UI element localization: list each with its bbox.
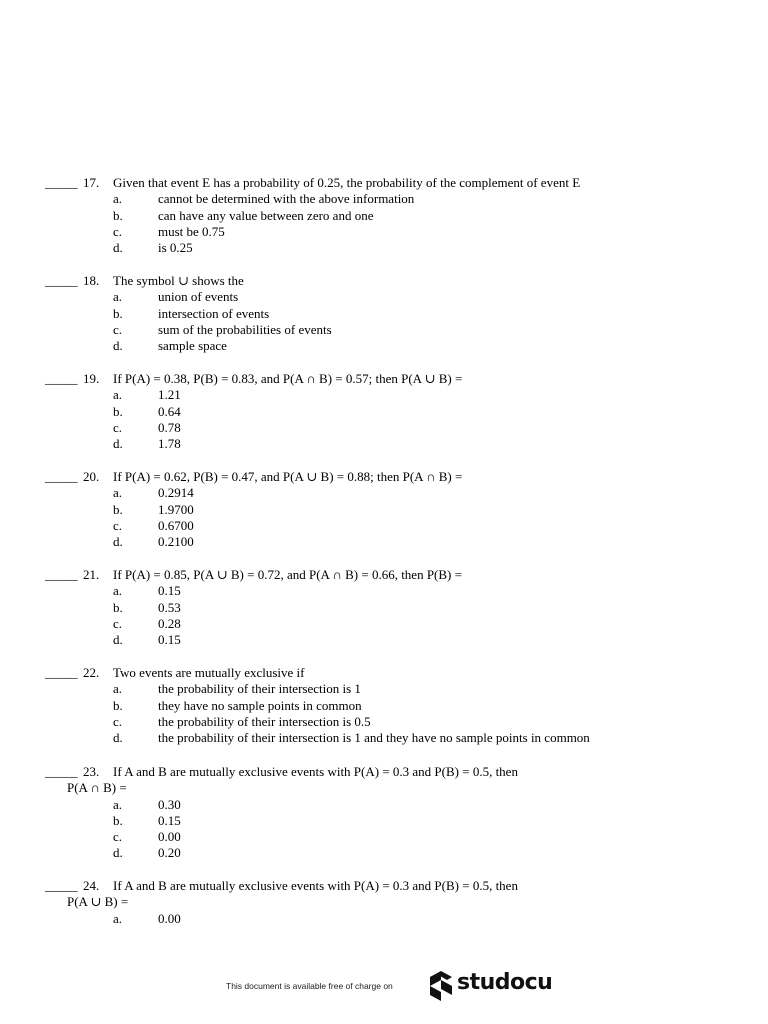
option-letter: b. — [113, 305, 123, 321]
answer-blank: _____ — [45, 273, 78, 288]
option-text: the probability of their intersection is 0.5 — [158, 713, 371, 729]
question-line — [45, 175, 745, 191]
question-number: 24. — [83, 878, 100, 893]
option-letter: c. — [113, 321, 123, 337]
option-text: 0.00 — [158, 829, 181, 845]
answer-option — [45, 797, 745, 813]
option-letter: c. — [113, 223, 123, 239]
question-stem: If P(A) = 0.85, P(A ∪ B) = 0.72, and P(A ∩ B) = 0.66, then P(B) = — [113, 567, 462, 582]
option-letter: c. — [113, 829, 123, 845]
option-text: 0.2914 — [158, 485, 194, 501]
option-text: 0.28 — [158, 615, 181, 631]
option-letter: d. — [113, 240, 123, 256]
option-text: 0.6700 — [158, 517, 194, 533]
option-letter: a. — [113, 191, 123, 207]
answer-option — [45, 600, 745, 616]
option-text: 0.15 — [158, 812, 181, 828]
option-text: cannot be determined with the above information — [158, 191, 415, 207]
option-letter: b. — [113, 697, 123, 713]
option-text: union of events — [158, 289, 239, 305]
option-text: 1.9700 — [158, 501, 194, 517]
question-number: 20. — [83, 469, 100, 484]
answer-option — [45, 698, 745, 714]
question-6 — [45, 764, 745, 862]
option-text: 0.15 — [158, 583, 181, 599]
option-text: the probability of their intersection is 1 and they have no sample points in common — [158, 730, 590, 746]
question-line — [45, 469, 745, 485]
question-line — [45, 665, 745, 681]
question-stem: If A and B are mutually exclusive events with P(A) = 0.3 and P(B) = 0.5, then — [113, 878, 518, 893]
question-stem: Two events are mutually exclusive if — [113, 665, 305, 680]
answer-option — [45, 289, 745, 305]
option-letter: a. — [113, 289, 123, 305]
option-letter: b. — [113, 812, 123, 828]
option-text: they have no sample points in common — [158, 697, 362, 713]
option-letter: d. — [113, 436, 123, 452]
answer-blank: _____ — [45, 878, 78, 893]
option-text: 0.53 — [158, 599, 181, 615]
answer-option — [45, 911, 745, 927]
question-stem-continuation: P(A ∩ B) = — [67, 780, 127, 796]
answer-blank: _____ — [45, 175, 78, 190]
option-text: sample space — [158, 338, 227, 354]
answer-blank: _____ — [45, 567, 78, 582]
answer-option — [45, 485, 745, 501]
option-text: 1.78 — [158, 436, 181, 452]
question-stem: If A and B are mutually exclusive events with P(A) = 0.3 and P(B) = 0.5, then — [113, 764, 518, 779]
answer-option — [45, 436, 745, 452]
option-letter: d. — [113, 845, 123, 861]
option-text: 0.2100 — [158, 534, 194, 550]
option-text: 0.15 — [158, 632, 181, 648]
question-stem: Given that event E has a probability of 0.25, the probability of the complement of event E — [113, 175, 581, 190]
option-letter: b. — [113, 207, 123, 223]
answer-option — [45, 681, 745, 697]
option-letter: d. — [113, 632, 123, 648]
option-text: 1.21 — [158, 387, 181, 403]
question-2 — [45, 371, 745, 452]
studocu-logo-wordmark[interactable]: studocu — [457, 970, 553, 995]
option-letter: d. — [113, 338, 123, 354]
studocu-logo-icon[interactable] — [425, 969, 455, 1003]
answer-option — [45, 404, 745, 420]
question-stem: If P(A) = 0.62, P(B) = 0.47, and P(A ∪ B) = 0.88; then P(A ∩ B) = — [113, 469, 463, 484]
answer-option — [45, 829, 745, 845]
option-text: can have any value between zero and one — [158, 207, 374, 223]
answer-option — [45, 518, 745, 534]
answer-option — [45, 583, 745, 599]
question-number: 18. — [83, 273, 100, 288]
option-text: intersection of events — [158, 305, 270, 321]
answer-option — [45, 420, 745, 436]
footer-text: This document is available free of charge on — [226, 981, 393, 991]
question-number: 21. — [83, 567, 100, 582]
option-letter: b. — [113, 501, 123, 517]
option-text: must be 0.75 — [158, 223, 225, 239]
option-text: the probability of their intersection is 1 — [158, 681, 361, 697]
question-3 — [45, 469, 745, 550]
answer-option — [45, 714, 745, 730]
answer-option — [45, 191, 745, 207]
option-letter: b. — [113, 403, 123, 419]
option-letter: d. — [113, 730, 123, 746]
answer-option — [45, 632, 745, 648]
answer-blank: _____ — [45, 469, 78, 484]
option-text: 0.78 — [158, 419, 181, 435]
option-text: 0.30 — [158, 796, 181, 812]
question-4 — [45, 567, 745, 648]
answer-option — [45, 208, 745, 224]
question-line — [45, 878, 745, 894]
answer-blank: _____ — [45, 764, 78, 779]
option-letter: a. — [113, 681, 123, 697]
question-stem: The symbol ∪ shows the — [113, 273, 244, 288]
answer-option — [45, 730, 745, 746]
answer-blank: _____ — [45, 665, 78, 680]
question-number: 23. — [83, 764, 100, 779]
question-5 — [45, 665, 745, 746]
question-line — [45, 764, 745, 780]
question-stem-continuation: P(A ∪ B) = — [67, 894, 129, 910]
question-number: 19. — [83, 371, 100, 386]
question-number: 17. — [83, 175, 100, 190]
option-letter: c. — [113, 419, 123, 435]
option-text: 0.00 — [158, 910, 181, 926]
answer-option — [45, 616, 745, 632]
option-letter: d. — [113, 534, 123, 550]
question-line — [45, 567, 745, 583]
answer-option — [45, 322, 745, 338]
option-letter: c. — [113, 517, 123, 533]
answer-option — [45, 502, 745, 518]
answer-option — [45, 224, 745, 240]
answer-option — [45, 387, 745, 403]
option-letter: a. — [113, 583, 123, 599]
answer-option — [45, 813, 745, 829]
option-letter: a. — [113, 387, 123, 403]
option-letter: a. — [113, 910, 123, 926]
question-1 — [45, 273, 745, 354]
question-stem: If P(A) = 0.38, P(B) = 0.83, and P(A ∩ B) = 0.57; then P(A ∪ B) = — [113, 371, 463, 386]
option-letter: b. — [113, 599, 123, 615]
answer-option — [45, 338, 745, 354]
option-letter: a. — [113, 485, 123, 501]
question-7 — [45, 878, 745, 927]
answer-option — [45, 534, 745, 550]
option-letter: c. — [113, 713, 123, 729]
answer-option — [45, 845, 745, 861]
footer — [226, 968, 556, 1004]
option-letter: a. — [113, 796, 123, 812]
option-letter: c. — [113, 615, 123, 631]
answer-option — [45, 306, 745, 322]
question-number: 22. — [83, 665, 100, 680]
question-0 — [45, 175, 745, 256]
question-line — [45, 273, 745, 289]
option-text: is 0.25 — [158, 240, 193, 256]
answer-option — [45, 240, 745, 256]
question-line — [45, 371, 745, 387]
answer-blank: _____ — [45, 371, 78, 386]
option-text: sum of the probabilities of events — [158, 321, 332, 337]
option-text: 0.20 — [158, 845, 181, 861]
option-text: 0.64 — [158, 403, 181, 419]
